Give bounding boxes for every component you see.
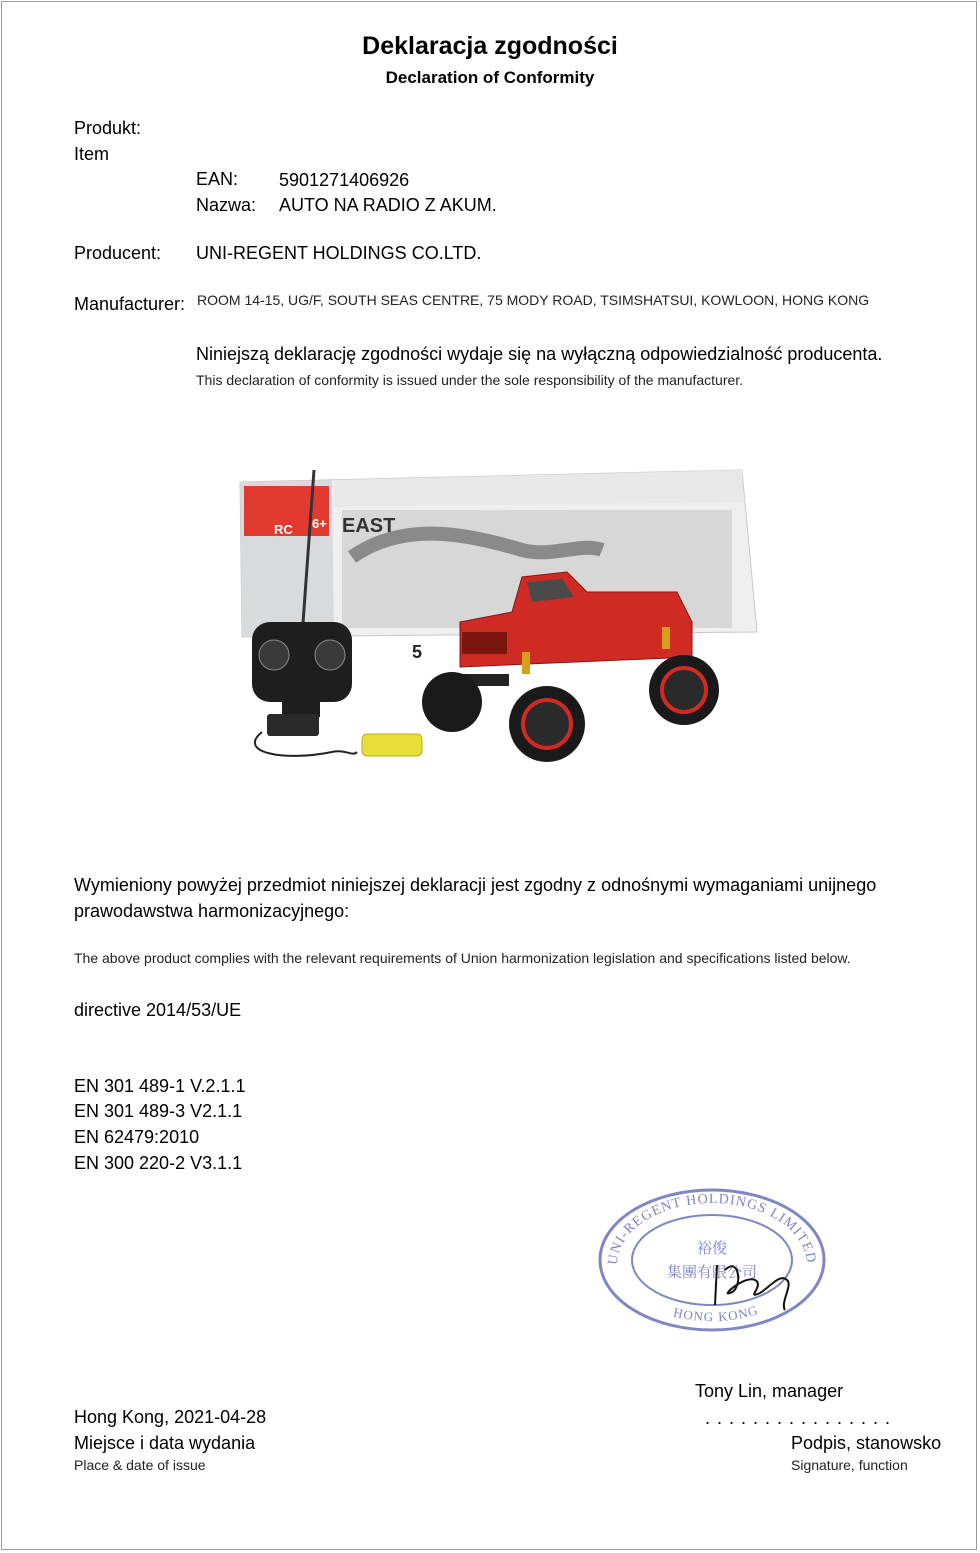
company-stamp <box>595 1185 829 1335</box>
stamp-inner-ring <box>632 1215 792 1305</box>
product-label-en: Item <box>74 144 110 164</box>
compliance-pl-line1: Wymieniony powyżej przedmiot niniejszej deklaracji jest zgodny z odnośnymi wymaganiami unijnego <box>74 875 877 895</box>
declaration-page <box>1 1 977 1550</box>
stamp-chinese-line2: 集團有限公司 <box>666 1263 758 1281</box>
directive: directive 2014/53/UE <box>74 1000 242 1020</box>
box-brand-label: EAST <box>342 515 396 537</box>
place-label-pl: Miejsce i data wydania <box>74 1433 256 1453</box>
box-top-panel <box>334 470 744 507</box>
place-label-en: Place & date of issue <box>74 1457 206 1473</box>
standard-item: EN 62479:2010 <box>74 1127 200 1147</box>
responsibility-en: This declaration of conformity is issued under the sole responsibility of the manufacturer. <box>196 372 744 388</box>
stamp-text-top: UNI-REGENT HOLDINGS LIMITED <box>605 1191 819 1266</box>
compliance-pl-line2: prawodawstwa harmonizacyjnego: <box>74 901 350 921</box>
front-wheel-left <box>422 672 482 732</box>
document-subtitle: Declaration of Conformity <box>385 68 595 87</box>
place-date: Hong Kong, 2021-04-28 <box>74 1407 267 1427</box>
product-label-pl: Produkt: <box>74 118 142 138</box>
car-grille <box>462 632 507 654</box>
standard-item: EN 300 220-2 V3.1.1 <box>74 1153 243 1173</box>
remote-joystick-right <box>315 640 345 670</box>
signature-label-pl: Podpis, stanowsko <box>791 1433 942 1453</box>
stamp-chinese-line1: 裕俊 <box>696 1239 728 1257</box>
standard-item: EN 301 489-3 V2.1.1 <box>74 1101 243 1121</box>
charger <box>267 714 319 736</box>
signature-label-en: Signature, function <box>791 1457 908 1473</box>
responsibility-pl: Niniejszą deklarację zgodności wydaje się na wyłączną odpowiedzialność producenta. <box>196 344 883 364</box>
remote-joystick-left <box>259 640 289 670</box>
producer-label: Producent: <box>74 243 162 263</box>
name-value: AUTO NA RADIO Z AKUM. <box>279 195 497 215</box>
producer-name: UNI-REGENT HOLDINGS CO.LTD. <box>196 243 482 263</box>
rear-rim <box>662 668 706 712</box>
box-number-label: 5 <box>412 642 423 662</box>
box-rc-label: RC <box>274 522 293 537</box>
shock-absorber-rear <box>662 627 670 649</box>
manufacturer-address: ROOM 14-15, UG/F, SOUTH SEAS CENTRE, 75 MODY ROAD, TSIMSHATSUI, KOWLOON, HONG KONG <box>197 292 870 308</box>
name-label: Nazwa: <box>196 195 257 215</box>
ean-label: EAN: <box>196 169 239 189</box>
box-age-label: 6+ <box>312 516 327 531</box>
ean-value: 5901271406926 <box>279 170 410 190</box>
manufacturer-label: Manufacturer: <box>74 294 186 314</box>
signature-dots: . . . . . . . . . . . . . . . . <box>705 1408 892 1428</box>
product-photo <box>222 462 767 822</box>
signer-name: Tony Lin, manager <box>695 1381 844 1401</box>
battery-pack <box>362 734 422 756</box>
shock-absorber <box>522 652 530 674</box>
remote-grip <box>282 682 320 717</box>
stamp-outer-ring <box>600 1190 824 1330</box>
standard-item: EN 301 489-1 V.2.1.1 <box>74 1076 246 1096</box>
front-rim <box>523 700 571 748</box>
stamp-text-bottom: HONG KONG <box>671 1302 761 1325</box>
document-title: Deklaracja zgodności <box>362 32 618 60</box>
compliance-en: The above product complies with the relevant requirements of Union harmonization legislation and specifications listed below. <box>74 950 851 966</box>
